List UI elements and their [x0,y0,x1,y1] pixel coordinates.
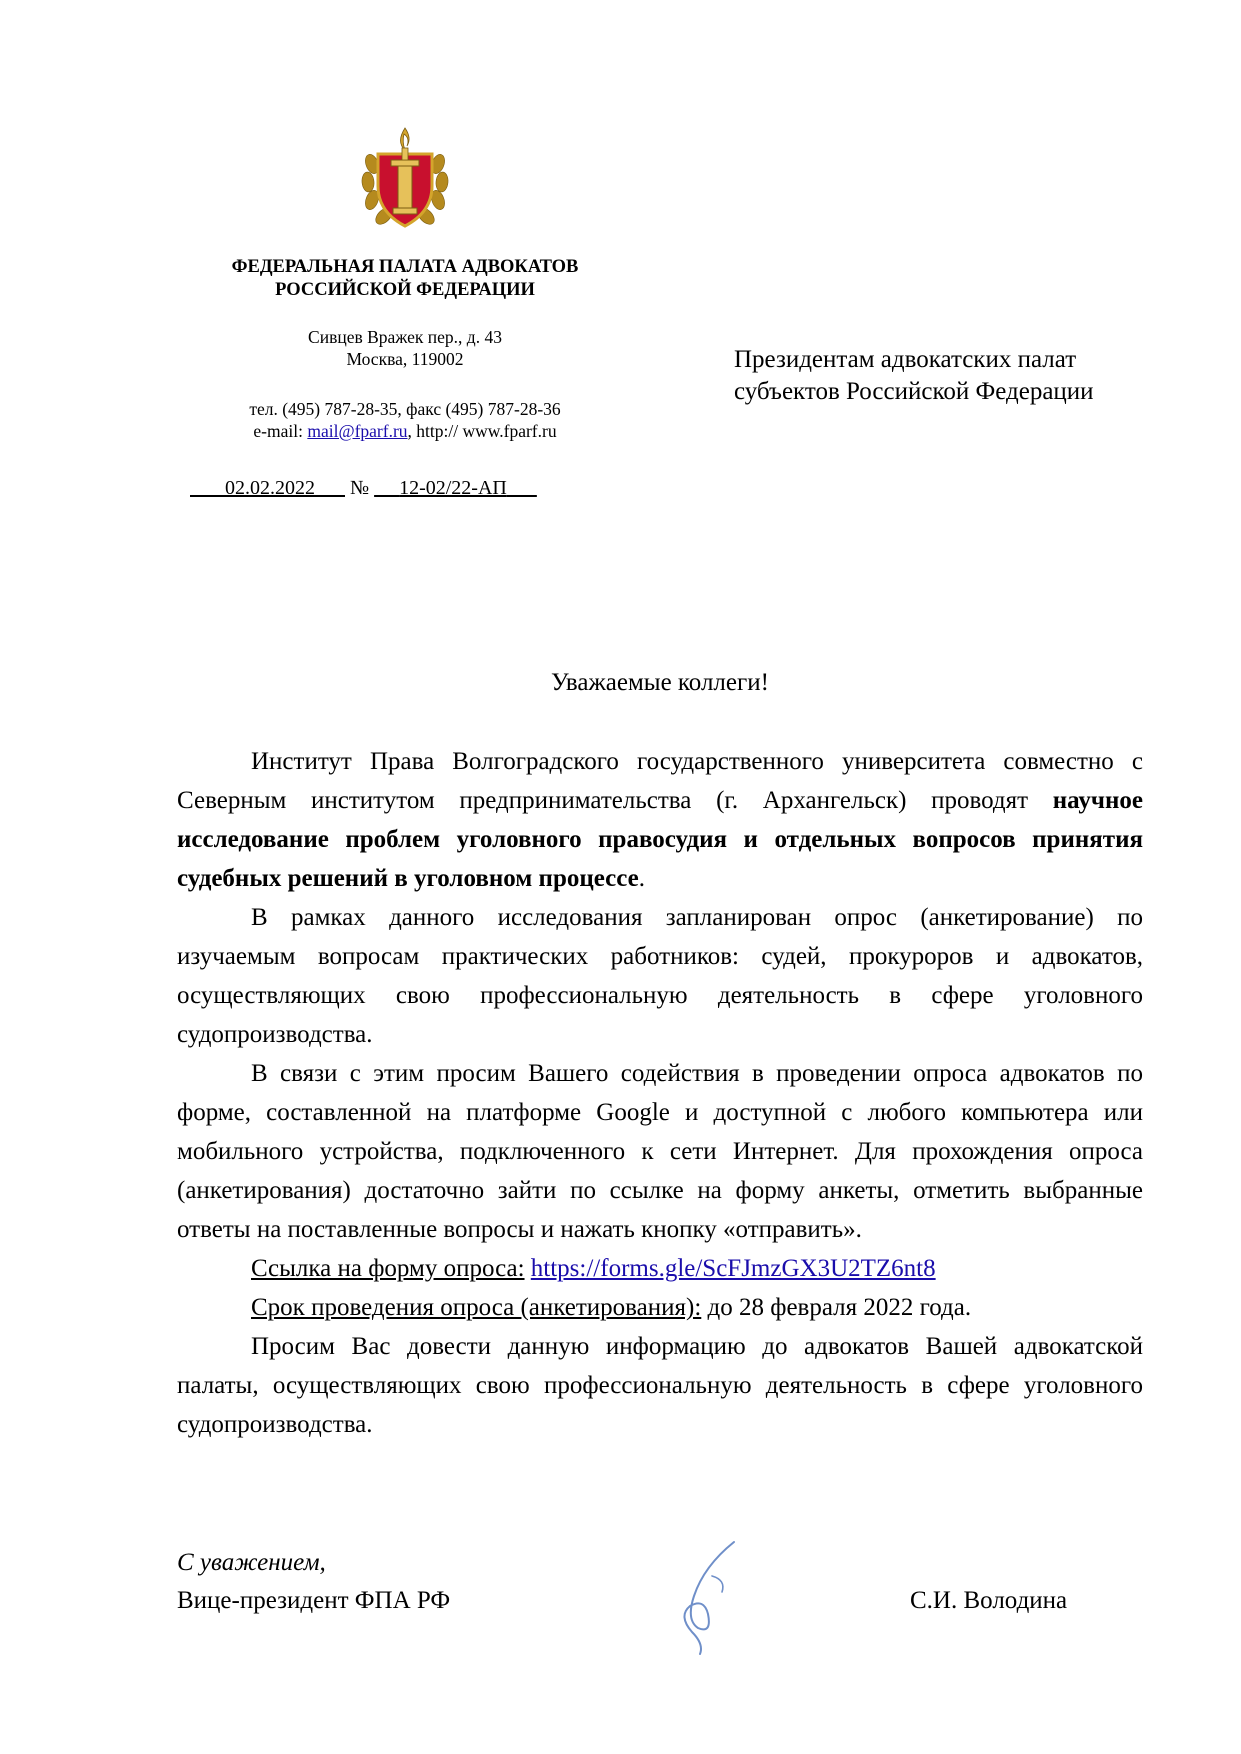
recipient-block [734,344,1094,408]
registration-line [190,476,537,500]
email-prefix: e-mail: [253,421,308,441]
paragraph-1-end: . [638,865,645,892]
recipient-line2: субъектов Российской Федерации [734,378,1094,405]
address-line1: Сивцев Вражек пер., д. 43 [308,327,502,347]
recipient-line1: Президентам адвокатских палат [734,346,1077,373]
date-field [190,477,345,499]
form-link[interactable]: https://forms.gle/ScFJmzGX3U2TZ6nt8 [530,1255,936,1282]
deadline-label: Срок проведения опроса (анкетирования): [251,1294,702,1321]
organization-name-line2: РОССИЙСКОЙ ФЕДЕРАЦИИ [275,280,535,300]
signer-name: С.И. Володина [910,1587,1068,1614]
fpa-emblem-icon [360,124,450,232]
number-value: 12-02/22-АП [399,477,507,499]
paragraph-4: Просим Вас довести данную информацию до адвокатов Вашей адвокатской палаты, осуществляющих свою профессиональную деятельность в сфере уголовного судопроизводства. [177,1333,1143,1438]
email-line [150,420,660,442]
organization-name-line1: ФЕДЕРАЛЬНАЯ ПАЛАТА АДВОКАТОВ [231,257,579,277]
number-field [374,477,537,499]
signature-icon [664,1536,754,1656]
date-value: 02.02.2022 [225,477,315,499]
organization-contacts [150,398,660,442]
email-link[interactable]: mail@fparf.ru [307,421,408,441]
paragraph-1 [177,742,1143,898]
paragraph-2: В рамках данного исследования запланирован опрос (анкетирование) по изучаемым вопросам практических работников: судей, прокуроров и адвокатов, осуществляющих свою профессиональную деятельность в сфере уголовного судопроизводства. [177,904,1143,1048]
deadline-value: до 28 февраля 2022 года. [701,1294,972,1321]
closing-block [177,1544,450,1620]
organization-name [150,256,660,302]
address-line2: Москва, 119002 [346,349,464,369]
paragraph-1-bold: научное исследование проблем уголовного правосудия и отдельных вопросов принятия судебных решений в уголовном процессе [177,787,1143,892]
form-link-line [177,1249,1143,1288]
phone-line: тел. (495) 787-28-35, факс (495) 787-28-36 [249,399,561,419]
paragraph-3: В связи с этим просим Вашего содействия в проведении опроса адвокатов по форме, составленной на платформе Google и доступной с любого компьютера или мобильного устройства, подключенного к сети Интернет. Для прохождения опроса (анкетирования) достаточно зайти по ссылке на форму анкеты, отметить выбранные ответы на поставленные вопросы и нажать кнопку «отправить». [177,1060,1143,1243]
website-text: , http:// www.fparf.ru [407,421,557,441]
closing-position: Вице-президент ФПА РФ [177,1587,451,1614]
letter-body [177,742,1143,1444]
deadline-line [177,1288,1143,1327]
salutation: Уважаемые коллеги! [551,669,769,696]
closing-regards: С уважением, [177,1549,326,1576]
form-link-label: Ссылка на форму опроса: [251,1255,525,1282]
paragraph-1-start: Институт Права Волгоградского государственного университета совместно с Северным институтом предпринимательства (г. Архангельск) проводят [177,748,1143,814]
organization-address [150,326,660,370]
number-sign: № [350,477,370,499]
